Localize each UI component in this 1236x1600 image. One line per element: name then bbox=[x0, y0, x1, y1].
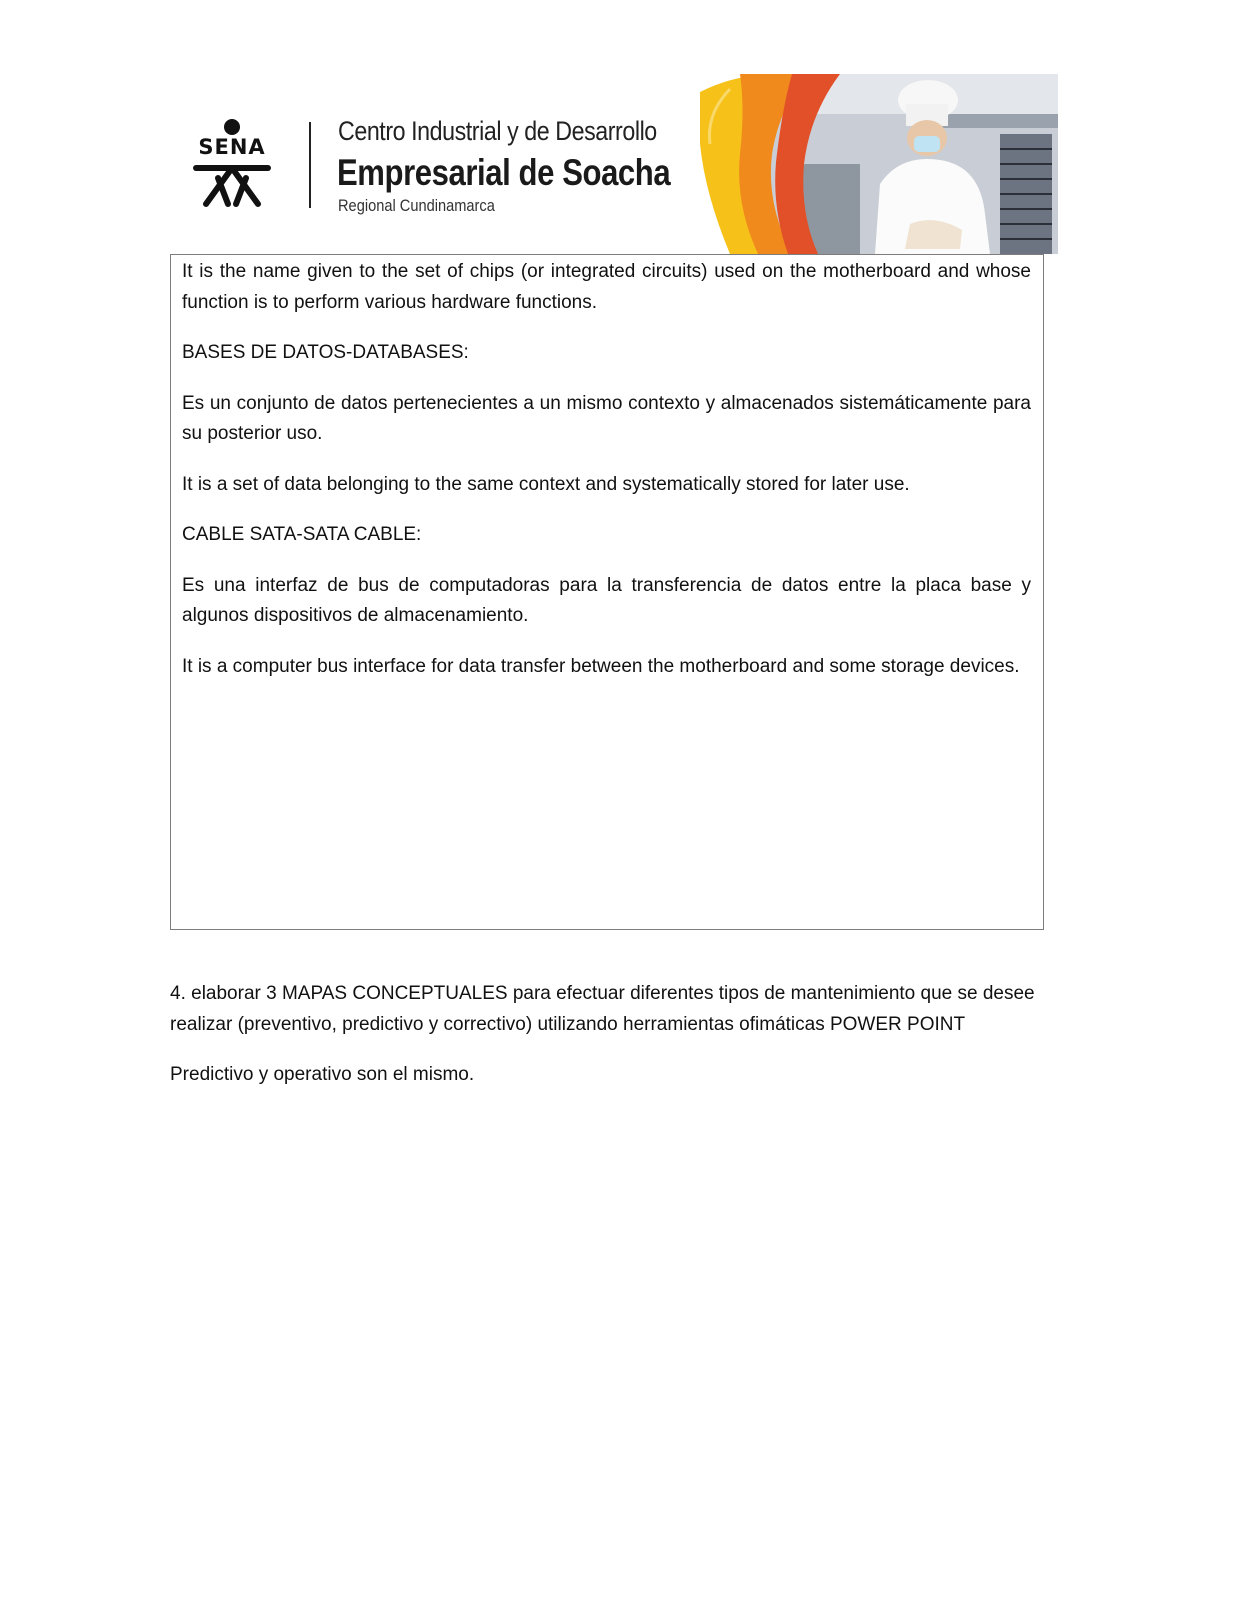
chipset-definition-en: It is the name given to the set of chips (or integrated circuits) used on the motherboard and whose function is to perform various hardware functions. bbox=[182, 261, 1031, 313]
header-divider bbox=[309, 122, 311, 208]
task-instruction-line2: realizar (preventivo, predictivo y correctivo) utilizando herramientas ofimáticas POWER POINT bbox=[170, 1013, 966, 1035]
header-banner bbox=[170, 74, 1058, 254]
sata-cable-definition-es: Es una interfaz de bus de computadoras para la transferencia de datos entre la placa base y algunos dispositivos de almacenamiento. bbox=[182, 574, 1031, 626]
institution-name-line2: Empresarial de Soacha bbox=[337, 152, 671, 193]
task-instruction-line1: 4. elaborar 3 MAPAS CONCEPTUALES para efectuar diferentes tipos de mantenimiento que se desee bbox=[170, 983, 1035, 1004]
institution-region: Regional Cundinamarca bbox=[338, 196, 495, 215]
sena-wordmark: SENA bbox=[198, 135, 266, 159]
sena-emblem-icon bbox=[188, 118, 276, 218]
sata-cable-heading: CABLE SATA-SATA CABLE: bbox=[182, 524, 422, 545]
task-instruction bbox=[170, 979, 1048, 1040]
note-text: Predictivo y operativo son el mismo. bbox=[170, 1064, 475, 1085]
sata-cable-definition-en: It is a computer bus interface for data transfer between the motherboard and some storage devices. bbox=[182, 655, 1020, 677]
chef-kitchen-photo bbox=[700, 74, 1058, 254]
databases-heading: BASES DE DATOS-DATABASES: bbox=[182, 342, 469, 363]
institution-name-line1: Centro Industrial y de Desarrollo bbox=[338, 116, 657, 146]
databases-definition-es: Es un conjunto de datos pertenecientes a un mismo contexto y almacenados sistemáticamente para su posterior uso. bbox=[182, 392, 1031, 444]
content-box bbox=[170, 254, 1044, 930]
databases-definition-en: It is a set of data belonging to the same context and systematically stored for later use. bbox=[182, 473, 910, 495]
sena-logo bbox=[188, 118, 276, 218]
